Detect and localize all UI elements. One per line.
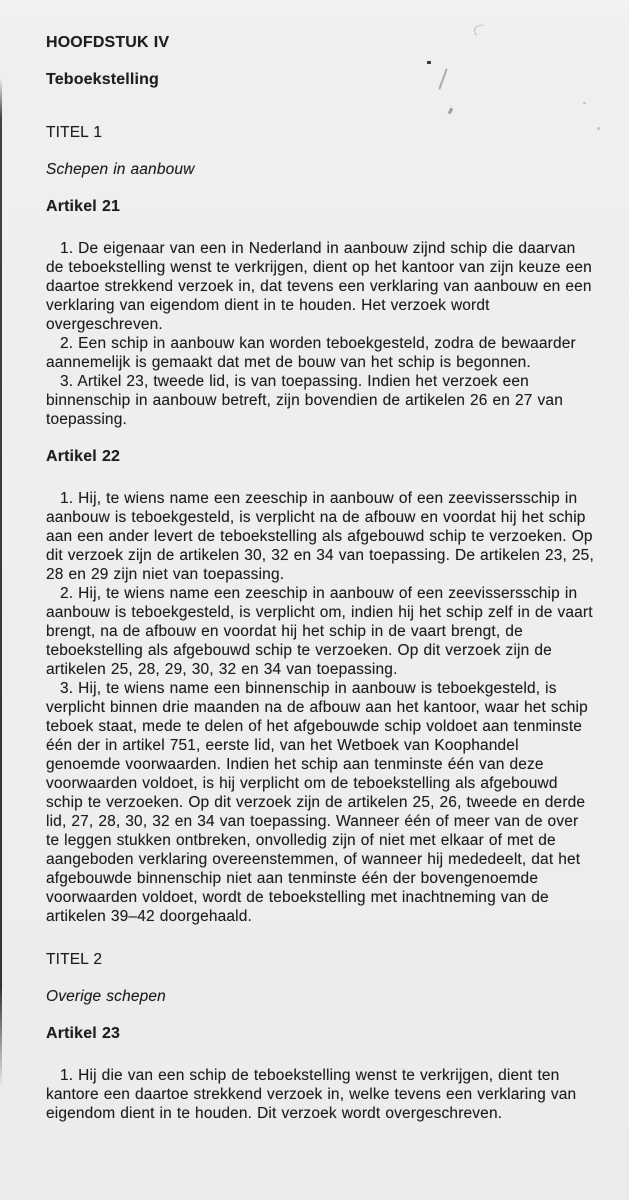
article-heading: Artikel 21 bbox=[46, 198, 121, 215]
chapter-title: Teboekstelling bbox=[46, 71, 159, 88]
article-21 bbox=[46, 197, 596, 429]
section-label: TITEL 1 bbox=[46, 124, 103, 141]
section-titel-2 bbox=[46, 950, 596, 1123]
article-paragraph: 3. Hij, te wiens name een binnenschip in aanbouw is teboekgesteld, is verplicht binnen drie maanden na de afbouw aan het kantoor, waar het schip teboek staat, mede te delen of het afgebouwde schip voldoet aan tenminste één der in artikel 751, eerste lid, van het Wetboek van Koophandel genoemde voorwaarden. Indien het schip aan tenminste één van deze voorwaarden voldoet, is hij verplicht om de teboekstelling als afgebouwd schip te verzoeken. Op dit verzoek zijn de artikelen 25, 26, tweede en derde lid, 27, 28, 30, 32 en 34 van toepassing. Wanneer één of meer van de over te leggen stukken ontbreken, onvolledig zijn of niet met elkaar of met de aangeboden verklaring overeenstemmen, of wanneer hij mededeelt, dat het afgebouwde binnenschip niet aan tenminste één der bovengenoemde voorwaarden voldoet, wordt de teboekstelling met inachtneming van de artikelen 39–42 doorgehaald. bbox=[46, 680, 588, 925]
article-heading: Artikel 23 bbox=[46, 1025, 121, 1042]
chapter-label: HOOFDSTUK IV bbox=[46, 34, 170, 51]
section-subtitle: Overige schepen bbox=[46, 988, 166, 1005]
article-paragraph: 1. Hij, te wiens name een zeeschip in aanbouw of een zeevissersschip in aanbouw is teboekgesteld, is verplicht na de afbouw en voordat hij het schip aan een ander levert de teboekstelling als afgebouwd schip te verzoeken. Op dit verzoek zijn de artikelen 30, 32 en 34 van toepassing. De artikelen 23, 25, 28 en 29 zijn niet van toepassing. bbox=[46, 490, 594, 583]
article-paragraph: 1. Hij die van een schip de teboekstelling wenst te verkrijgen, dient ten kantore een daartoe strekkend verzoek in, welke tevens een verklaring van eigendom dient in te houden. Dit verzoek wordt overgeschreven. bbox=[46, 1067, 577, 1122]
scan-edge-artifact bbox=[0, 78, 2, 1088]
article-23 bbox=[46, 1024, 596, 1123]
article-heading: Artikel 22 bbox=[46, 448, 121, 465]
article-paragraph: 1. De eigenaar van een in Nederland in aanbouw zijnd schip die daarvan de teboekstelling wenst te verkrijgen, dient op het kantoor van zijn keuze een daartoe strekkend verzoek in, dat tevens een verklaring van aanbouw en een verklaring van eigendom dient in te houden. Het verzoek wordt overgeschreven. bbox=[46, 240, 592, 333]
article-paragraph: 3. Artikel 23, tweede lid, is van toepassing. Indien het verzoek een binnenschip in aanbouw betreft, zijn bovendien de artikelen 26 en 27 van toepassing. bbox=[46, 373, 563, 428]
section-subtitle: Schepen in aanbouw bbox=[46, 161, 195, 178]
section-titel-1 bbox=[46, 123, 596, 926]
document-content bbox=[46, 0, 596, 1123]
scan-dot-artifact bbox=[597, 127, 600, 130]
article-22 bbox=[46, 447, 596, 926]
section-label: TITEL 2 bbox=[46, 951, 103, 968]
article-paragraph: 2. Een schip in aanbouw kan worden teboekgesteld, zodra de bewaarder aannemelijk is gemaakt dat met de bouw van het schip is begonnen. bbox=[46, 335, 576, 371]
article-paragraph: 2. Hij, te wiens name een zeeschip in aanbouw of een zeevissersschip in aanbouw is teboekgesteld, is verplicht om, indien hij het schip zelf in de vaart brengt, na de afbouw en voordat hij het schip in de vaart brengt, de teboekstelling als afgebouwd schip te verzoeken. Op dit verzoek zijn de artikelen 25, 28, 29, 30, 32 en 34 van toepassing. bbox=[46, 585, 593, 678]
